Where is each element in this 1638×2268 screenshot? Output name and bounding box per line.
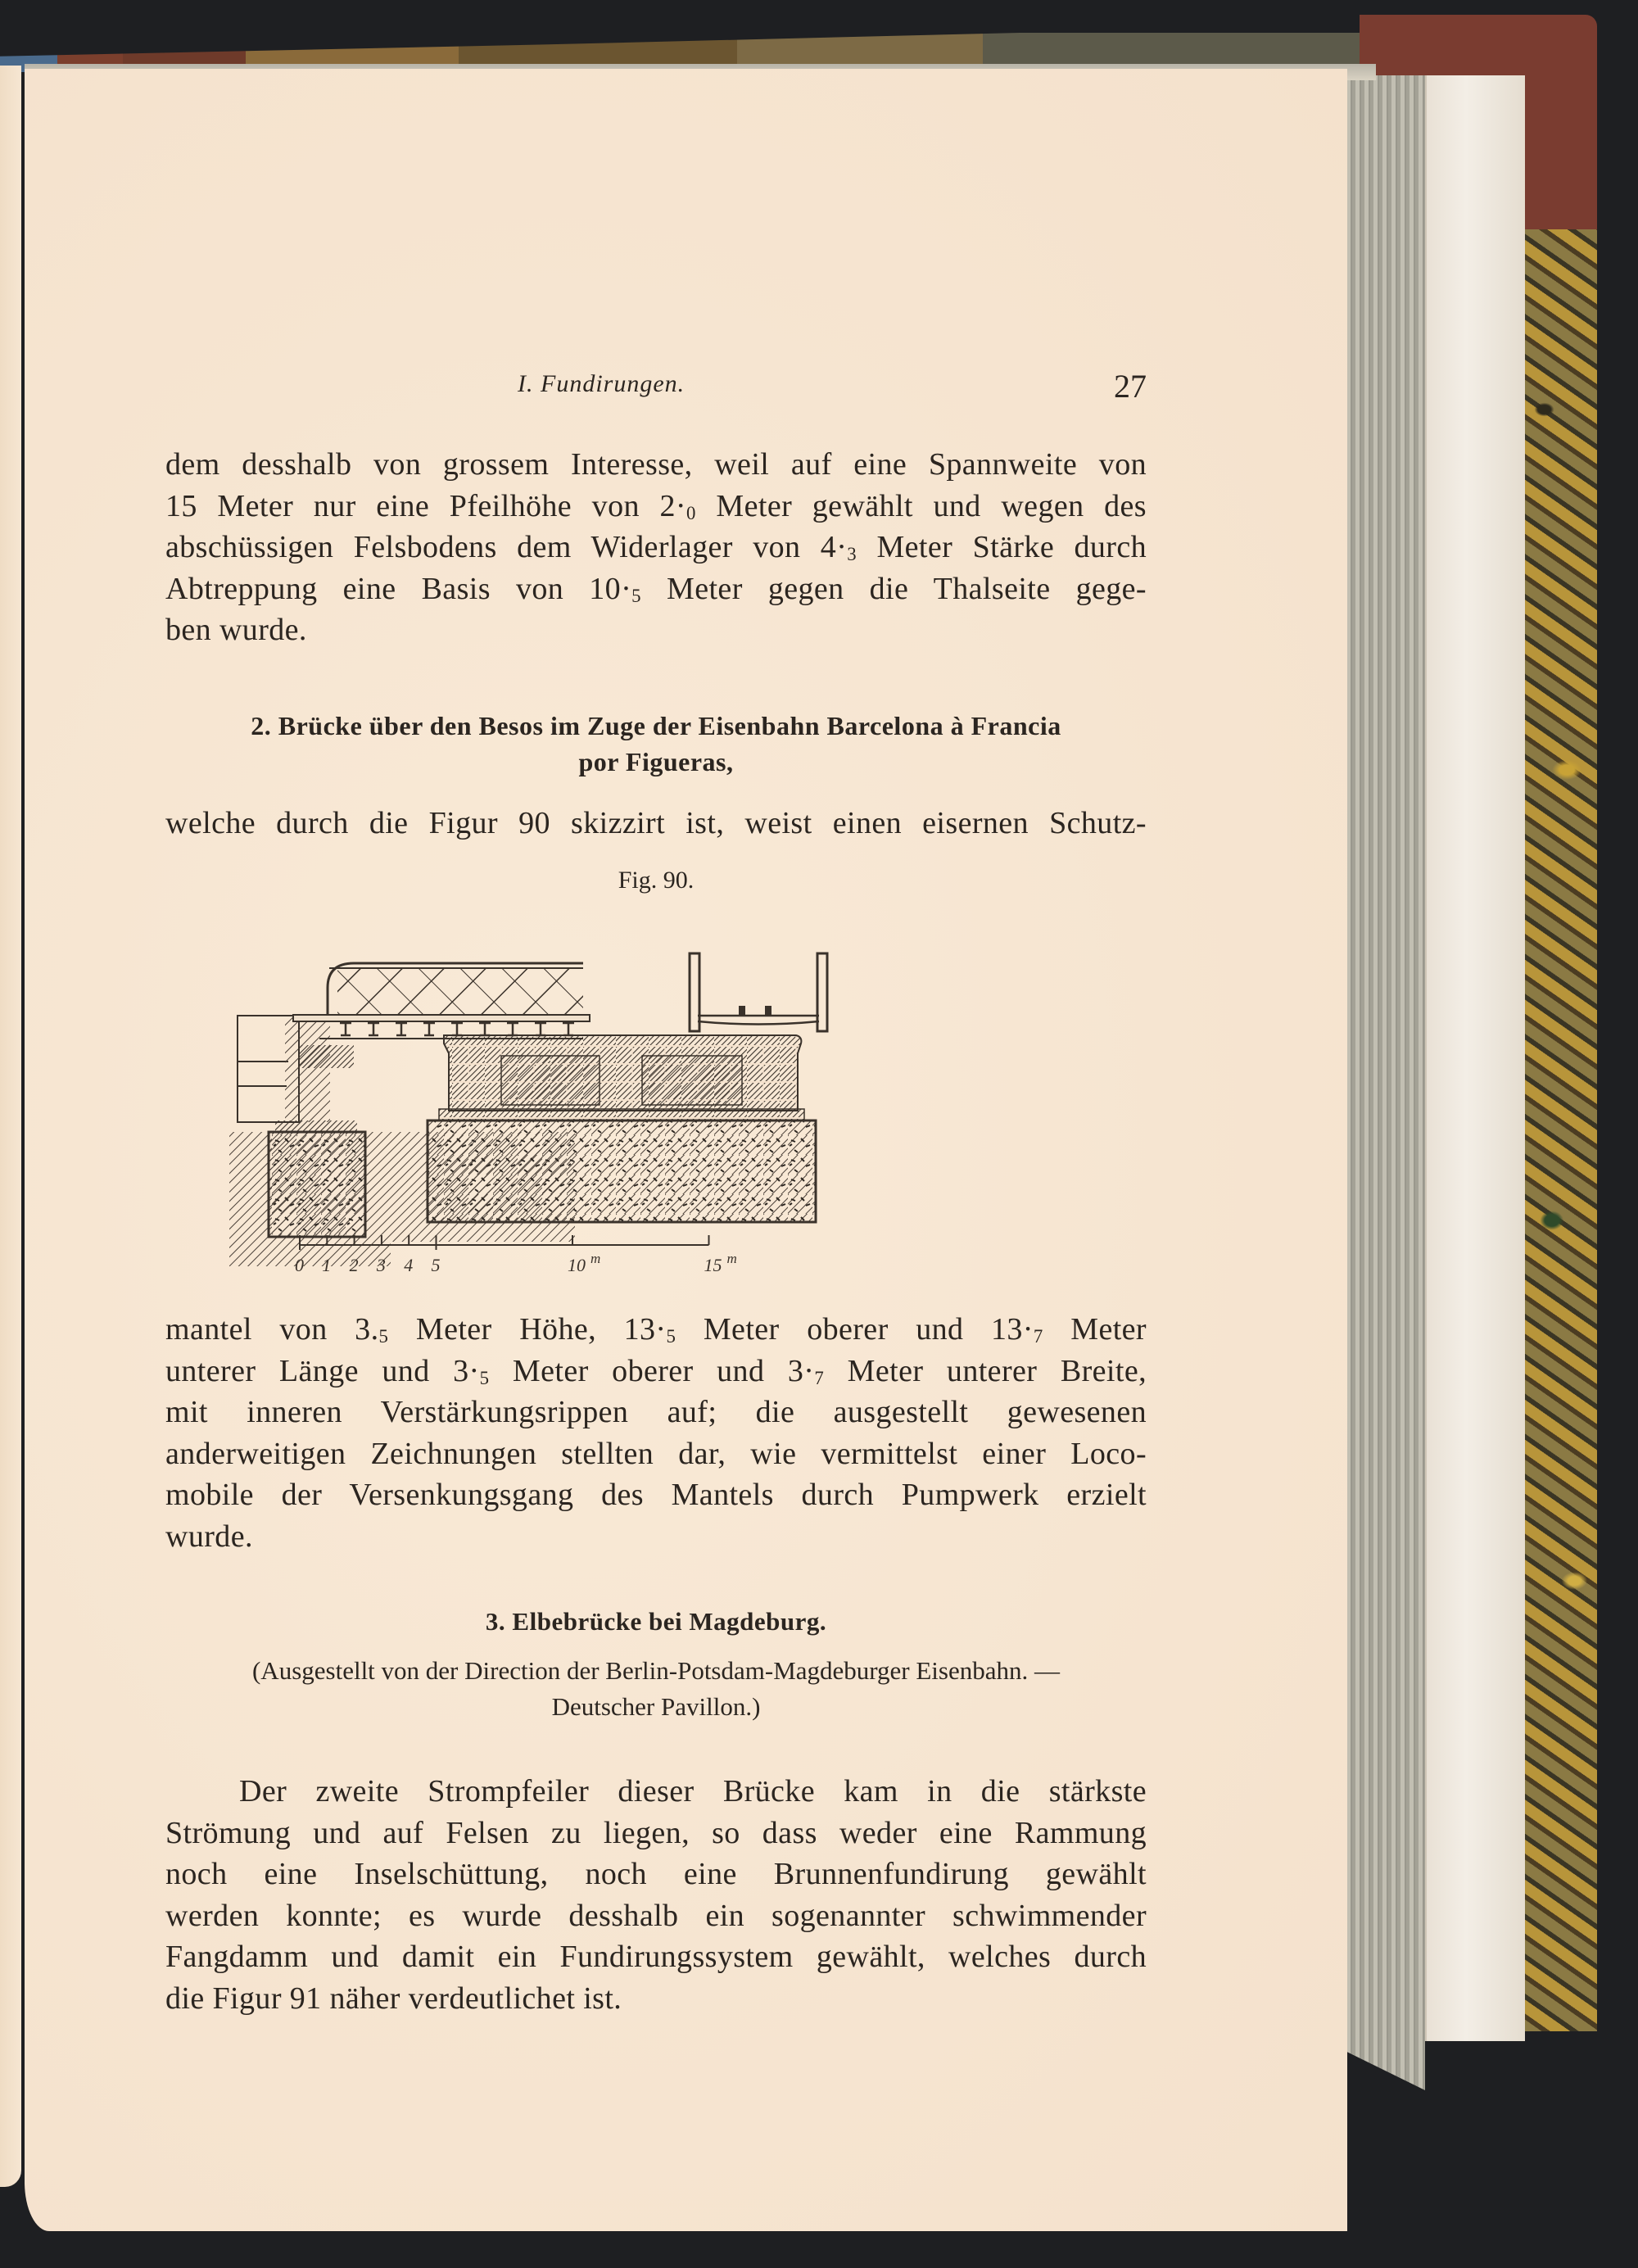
- text-line: 15 Meter nur eine Pfeilhöhe von $2\cdot_0$ Meter gewählt und wegen des: [165, 488, 1147, 523]
- text-line: noch eine Inselschüttung, noch eine Brunnenfundirung gewählt: [165, 1857, 1147, 1891]
- pier-post-left: [690, 953, 699, 1031]
- text-line: die Figur 91 näher verdeutlichet ist.: [165, 1981, 622, 2016]
- book-page: [25, 69, 1347, 2231]
- figure-90: [223, 939, 1066, 1283]
- scale-tick-label: 0: [295, 1255, 304, 1275]
- text-line: wurde.: [165, 1519, 253, 1554]
- exhibit-note-line-1: (Ausgestellt von der Direction der Berlin-Potsdam-Magdeburger Eisenbahn. —: [251, 1656, 1061, 1685]
- scale-unit-label: m: [726, 1251, 737, 1266]
- scale-tick-label: 2: [349, 1255, 359, 1275]
- text-line: abschüssigen Felsbodens dem Widerlager von $4\cdot_3$ Meter Stärke durch: [165, 530, 1147, 564]
- pier-post-right: [817, 953, 827, 1031]
- subscript-decimal: 7: [814, 1367, 825, 1388]
- section-2-heading-line-2: por Figueras,: [578, 747, 734, 776]
- stringer-mark: [535, 1023, 546, 1035]
- subscript-decimal: 5: [666, 1326, 676, 1347]
- exhibit-note: [154, 1653, 1158, 1725]
- text-line: Fangdamm und damit ein Fundirungssystem gewählt, welches durch: [165, 1940, 1147, 1974]
- stringer-mark: [340, 1023, 351, 1035]
- paragraph-1: [165, 444, 1147, 651]
- deck-plate: [293, 1015, 590, 1021]
- scale-tick-label: 3: [376, 1255, 386, 1275]
- caisson-right: [428, 1120, 816, 1222]
- pier-core-left: [501, 1056, 600, 1105]
- text-line: mobile der Versenkungsgang des Mantels durch Pumpwerk erzielt: [165, 1478, 1147, 1512]
- text-line: Abtreppung eine Basis von $10\cdot_5$ Meter gegen die Thalseite gege-: [165, 571, 1147, 606]
- text-line: welche durch die Figur 90 skizzirt ist, weist einen eisernen Schutz-: [165, 806, 1147, 840]
- footing-cap: [275, 1120, 357, 1132]
- scale-unit-label: m: [590, 1251, 601, 1266]
- book-cover-marbled-paper: [1522, 229, 1597, 2031]
- text-line: ben wurde.: [165, 613, 307, 647]
- stringer-mark: [507, 1023, 518, 1035]
- text-line: unterer Länge und $3\cdot_5$ Meter oberer und $3\cdot_7$ Meter unterer Breite,: [165, 1353, 1147, 1388]
- facing-page-edge: [0, 66, 21, 2187]
- scale-tick-label: 15: [704, 1255, 722, 1275]
- stringer-mark: [368, 1023, 379, 1035]
- page-number: 27: [1114, 368, 1147, 405]
- section-2-heading-line-1: 2. Brücke über den Besos im Zuge der Eisenbahn Barcelona à Francia: [251, 711, 1061, 740]
- figure-caption: Fig. 90.: [618, 867, 695, 894]
- text-line: mit inneren Verstärkungsrippen auf; die ausgestellt gewesenen: [165, 1395, 1147, 1429]
- endpaper-leaf: [1425, 75, 1525, 2041]
- scale-tick-label: 4: [404, 1255, 414, 1275]
- section-2-paragraph: [165, 1309, 1147, 1557]
- pier-masonry: [444, 1035, 801, 1111]
- subscript-decimal: 0: [686, 502, 696, 523]
- abutment-wall: [285, 1017, 330, 1122]
- pier-core-right: [642, 1056, 742, 1105]
- bearing-plate: [298, 1045, 354, 1068]
- text-line: Der zweite Strompfeiler dieser Brücke kam in die stärkste: [239, 1774, 1147, 1809]
- text-line: dem desshalb von grossem Interesse, weil auf eine Spannweite von: [165, 447, 1147, 482]
- exhibit-note-line-2: Deutscher Pavillon.): [551, 1692, 761, 1721]
- stringer-mark: [563, 1023, 574, 1035]
- stringer-mark: [479, 1023, 491, 1035]
- figure-90-drawing: [223, 939, 1066, 1283]
- subscript-decimal: 5: [631, 585, 641, 606]
- subscript-decimal: 5: [378, 1326, 389, 1347]
- scale-tick-label: 10: [568, 1255, 586, 1275]
- text-line: mantel von $3._5$ Meter Höhe, $13\cdot_5$ Meter oberer und $13\cdot_7$ Meter: [165, 1312, 1147, 1347]
- text-line: Strömung und auf Felsen zu liegen, so dass weder eine Rammung: [165, 1815, 1147, 1850]
- text-line: werden konnte; es wurde desshalb ein sogenannter schwimmender: [165, 1898, 1147, 1933]
- subscript-decimal: 3: [847, 544, 857, 564]
- caisson-left: [269, 1132, 365, 1237]
- text-line: anderweitigen Zeichnungen stellten dar, wie vermittelst einer Loco-: [165, 1436, 1147, 1471]
- section-2-heading: [165, 708, 1147, 780]
- section-2-intro: [165, 803, 1147, 844]
- subscript-decimal: 5: [479, 1367, 490, 1388]
- section-3-paragraph: [165, 1771, 1147, 2019]
- scale-tick-label: 5: [431, 1255, 441, 1275]
- stringer-mark: [451, 1023, 463, 1035]
- running-head: [165, 370, 1147, 411]
- scale-tick-label: 1: [322, 1255, 332, 1275]
- deck-stringers: [340, 1023, 574, 1035]
- subscript-decimal: 7: [1033, 1326, 1043, 1347]
- page-fore-edge: [1343, 75, 1425, 2090]
- lattice-girder: [337, 968, 583, 1014]
- section-3-heading: 3. Elbebrücke bei Magdeburg.: [485, 1607, 827, 1636]
- stringer-mark: [396, 1023, 407, 1035]
- running-title: I. Fundirungen.: [518, 370, 686, 397]
- stringer-mark: [423, 1023, 435, 1035]
